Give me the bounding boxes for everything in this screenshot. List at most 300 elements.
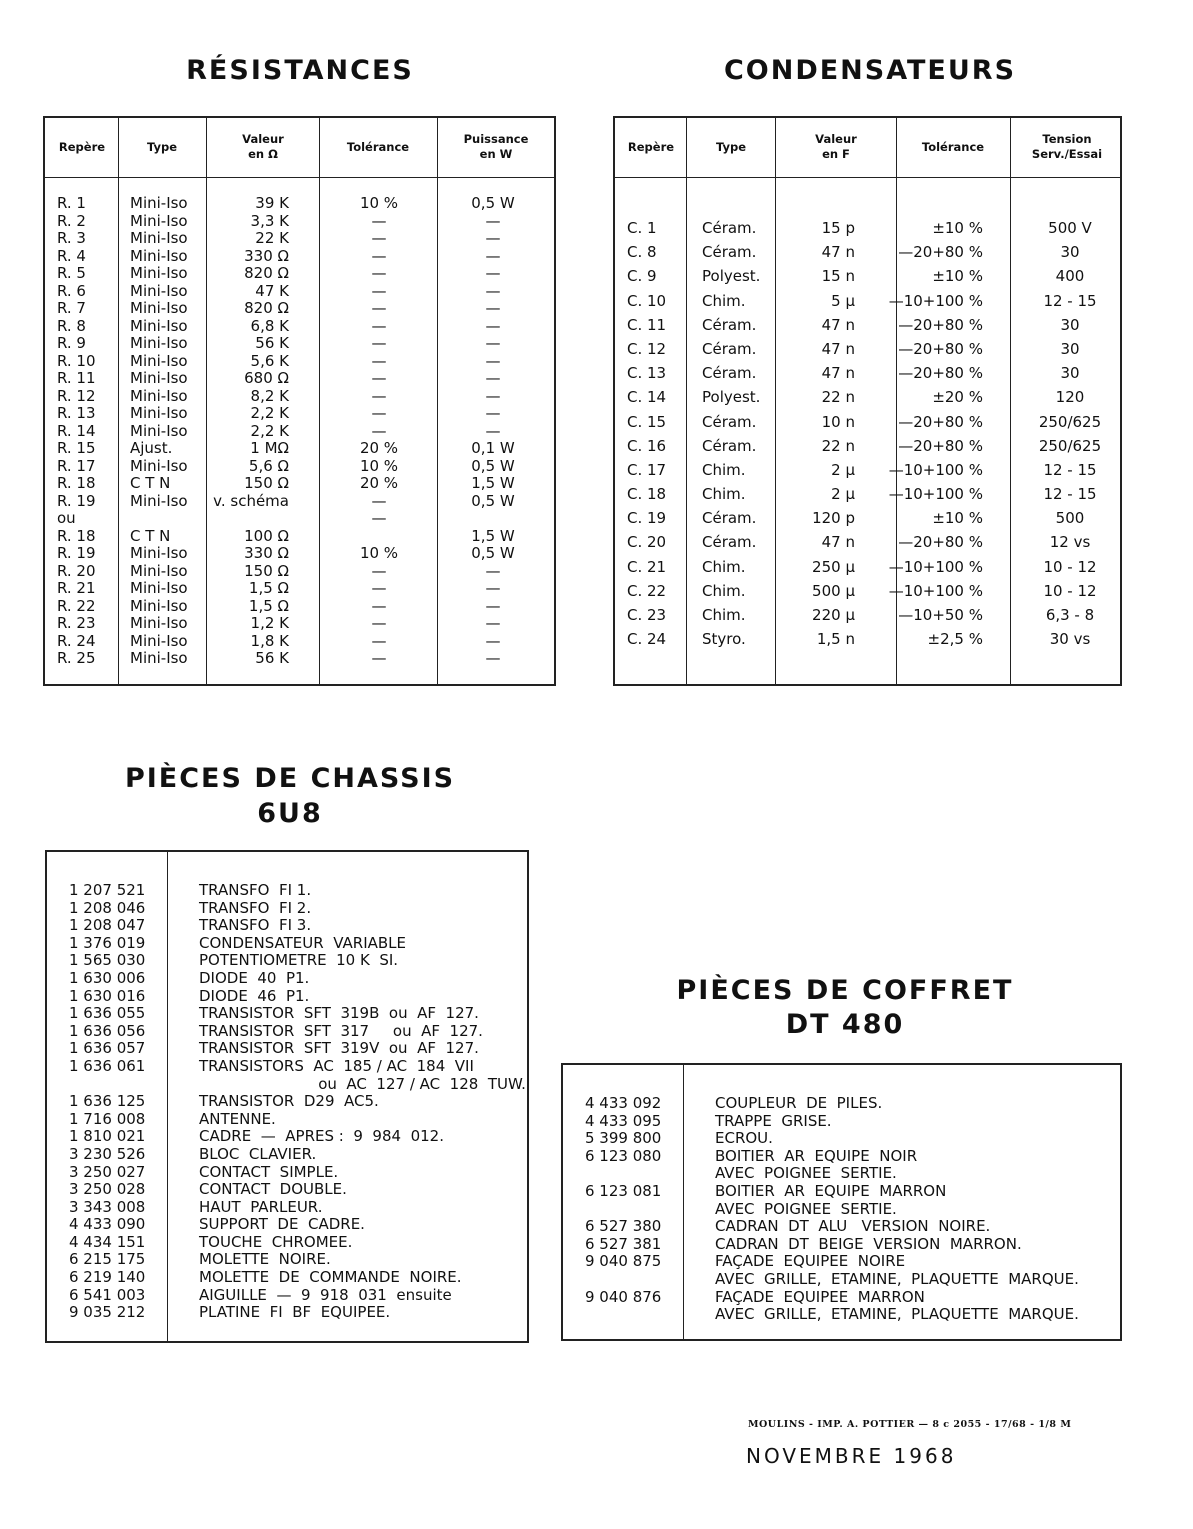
resistances-cell-type: Mini-Iso xyxy=(130,456,188,475)
condensateurs-cell-tolerance: ±2,5 % xyxy=(927,630,983,649)
chassis-part-number: 6 215 175 xyxy=(69,1250,146,1269)
resistances-cell-tolerance: — xyxy=(371,211,387,230)
resistances-cell-ref: R. 14 xyxy=(57,421,96,440)
chassis-part-number: 1 636 055 xyxy=(69,1004,146,1023)
coffret-title: PIÈCES DE COFFRET xyxy=(676,975,1014,1006)
resistances-cell-tolerance: — xyxy=(371,561,387,580)
condensateurs-row xyxy=(615,410,1121,434)
condensateurs-cell-tolerance: —10+50 % xyxy=(898,606,983,624)
chassis-row xyxy=(69,1023,529,1041)
chassis-part-description: TRANSISTOR SFT 317 ou AF 127. xyxy=(199,1021,483,1040)
resistances-cell-ref: R. 18 xyxy=(57,474,96,492)
chassis-row xyxy=(69,1251,529,1269)
chassis-row xyxy=(69,988,529,1006)
resistances-row xyxy=(45,388,555,406)
coffret-row xyxy=(585,1165,1121,1183)
coffret-part-number: 4 433 092 xyxy=(585,1094,662,1112)
resistances-cell-power: — xyxy=(485,229,501,247)
chassis-part-description: TRANSISTOR D29 AC5. xyxy=(199,1092,379,1111)
chassis-part-number: 1 207 521 xyxy=(69,881,146,899)
resistances-row xyxy=(45,195,555,213)
condensateurs-cell-voltage: 500 xyxy=(1055,509,1085,528)
chassis-row xyxy=(69,1128,529,1146)
condensateurs-cell-value: 1,5 n xyxy=(816,630,855,649)
publication-date: NOVEMBRE 1968 xyxy=(746,1444,957,1468)
condensateurs-cell-ref: C. 15 xyxy=(627,412,667,431)
resistances-cell-tolerance: — xyxy=(371,579,387,597)
condensateurs-cell-voltage: 12 - 15 xyxy=(1043,485,1097,504)
chassis-row xyxy=(69,1005,529,1023)
resistances-cell-ref: R. 15 xyxy=(57,439,96,457)
resistances-cell-value: 1,8 K xyxy=(250,631,289,650)
resistances-cell-type: Mini-Iso xyxy=(130,351,188,370)
condensateurs-cell-type: Céram. xyxy=(702,364,757,383)
resistances-cell-type: Mini-Iso xyxy=(130,211,188,230)
condensateurs-cell-value: 250 µ xyxy=(812,557,855,576)
coffret-part-description: BOITIER AR EQUIPE NOIR xyxy=(715,1146,918,1165)
resistances-row xyxy=(45,230,555,248)
condensateurs-cell-voltage: 6,3 - 8 xyxy=(1045,606,1095,624)
resistances-cell-type: Mini-Iso xyxy=(130,334,188,352)
condensateurs-cell-ref: C. 23 xyxy=(627,606,667,624)
coffret-part-number: 9 040 876 xyxy=(585,1287,662,1306)
condensateurs-row xyxy=(615,458,1121,482)
chassis-part-number: 1 630 006 xyxy=(69,968,146,987)
condensateurs-cell-type: Céram. xyxy=(702,243,757,262)
resistances-cell-tolerance: — xyxy=(371,316,387,335)
condensateurs-cell-value: 15 n xyxy=(821,267,855,286)
coffret-part-description: AVEC GRILLE, ETAMINE, PLAQUETTE MARQUE. xyxy=(715,1269,1079,1288)
coffret-row xyxy=(585,1148,1121,1166)
chassis-part-description: TRANSISTORS AC 185 / AC 184 VII xyxy=(199,1056,474,1075)
chassis-part-description: DIODE 40 P1. xyxy=(199,968,310,987)
chassis-row xyxy=(69,952,529,970)
resistances-cell-power: — xyxy=(485,579,501,597)
condensateurs-row xyxy=(615,240,1121,264)
condensateurs-row xyxy=(615,627,1121,651)
resistances-cell-ref: R. 6 xyxy=(57,281,86,300)
chassis-part-number: 1 716 008 xyxy=(69,1109,146,1128)
condensateurs-row xyxy=(615,555,1121,579)
condensateurs-cell-type: Céram. xyxy=(702,339,757,358)
chassis-part-number: 3 343 008 xyxy=(69,1197,146,1216)
condensateurs-row xyxy=(615,385,1121,409)
condensateurs-cell-tolerance: —20+80 % xyxy=(898,339,983,358)
chassis-part-number: 6 219 140 xyxy=(69,1268,146,1287)
resistances-cell-ref: R. 21 xyxy=(57,579,96,597)
resistances-cell-tolerance: — xyxy=(371,509,387,527)
condensateurs-cell-tolerance: —10+100 % xyxy=(888,557,983,576)
condensateurs-cell-ref: C. 13 xyxy=(627,364,667,383)
resistances-cell-value: 6,8 K xyxy=(250,316,289,335)
resistances-row xyxy=(45,528,555,546)
resistances-title: RÉSISTANCES xyxy=(186,55,414,86)
resistances-row xyxy=(45,510,555,528)
condensateurs-title: CONDENSATEURS xyxy=(723,55,1017,86)
resistances-row xyxy=(45,598,555,616)
condensateurs-cell-value: 220 µ xyxy=(812,606,855,624)
resistances-cell-tolerance: — xyxy=(371,246,387,265)
chassis-part-description: AIGUILLE — 9 918 031 ensuite xyxy=(199,1285,452,1304)
coffret-part-description: BOITIER AR EQUIPE MARRON xyxy=(715,1181,947,1200)
chassis-part-number: 1 636 061 xyxy=(69,1056,146,1075)
resistances-row xyxy=(45,458,555,476)
resistances-cell-power: — xyxy=(485,649,501,667)
coffret-part-description: AVEC POIGNEE SERTIE. xyxy=(715,1199,897,1218)
resistances-cell-value: 680 Ω xyxy=(244,369,289,387)
condensateurs-cell-type: Chim. xyxy=(702,606,746,624)
resistances-cell-type: C T N xyxy=(130,474,171,492)
resistances-cell-value: 22 K xyxy=(255,229,289,247)
chassis-part-number: 1 208 046 xyxy=(69,898,146,917)
resistances-cell-value: 1,5 Ω xyxy=(248,579,289,597)
resistances-cell-ref: R. 8 xyxy=(57,316,86,335)
condensateurs-row xyxy=(615,264,1121,288)
resistances-header-2: Valeur en Ω xyxy=(242,132,284,161)
coffret-part-description: TRAPPE GRISE. xyxy=(715,1111,832,1130)
resistances-cell-tolerance: — xyxy=(371,369,387,387)
coffret-subtitle: DT 480 xyxy=(785,1009,905,1040)
chassis-row xyxy=(69,882,529,900)
resistances-cell-tolerance: — xyxy=(371,264,387,282)
resistances-header-0: Repère xyxy=(58,140,106,154)
resistances-cell-type: Mini-Iso xyxy=(130,561,188,580)
resistances-row xyxy=(45,580,555,598)
condensateurs-cell-value: 15 p xyxy=(821,219,855,237)
condensateurs-cell-tolerance: —10+100 % xyxy=(888,291,983,310)
condensateurs-cell-ref: C. 9 xyxy=(627,267,657,286)
resistances-cell-ref: R. 2 xyxy=(57,211,86,230)
resistances-cell-ref: R. 23 xyxy=(57,614,96,632)
chassis-row xyxy=(69,1181,529,1199)
coffret-row xyxy=(585,1095,1121,1113)
condensateurs-cell-type: Céram. xyxy=(702,412,757,431)
condensateurs-cell-voltage: 500 V xyxy=(1048,219,1092,237)
chassis-part-description: CONTACT DOUBLE. xyxy=(199,1180,347,1199)
resistances-cell-tolerance: — xyxy=(371,386,387,405)
resistances-cell-type: Mini-Iso xyxy=(130,281,188,300)
resistances-cell-value: 330 Ω xyxy=(244,246,289,265)
condensateurs-cell-voltage: 12 - 15 xyxy=(1043,291,1097,310)
resistances-cell-type: Mini-Iso xyxy=(130,421,188,440)
chassis-part-number: 3 250 027 xyxy=(69,1162,146,1181)
coffret-parts-table xyxy=(561,1063,1122,1341)
chassis-part-description: MOLETTE DE COMMANDE NOIRE. xyxy=(199,1268,462,1287)
chassis-part-description: TOUCHE CHROMEE. xyxy=(199,1232,353,1251)
chassis-row xyxy=(69,935,529,953)
resistances-cell-type: Mini-Iso xyxy=(130,316,188,335)
resistances-row xyxy=(45,283,555,301)
resistances-cell-power: — xyxy=(485,246,501,265)
chassis-part-number: 1 636 125 xyxy=(69,1092,146,1111)
condensateurs-cell-type: Céram. xyxy=(702,436,757,455)
chassis-row xyxy=(69,1304,529,1322)
chassis-part-description: CADRE — APRES : 9 984 012. xyxy=(199,1127,444,1146)
chassis-row xyxy=(69,1146,529,1164)
resistances-cell-power: — xyxy=(485,386,501,405)
resistances-cell-tolerance: — xyxy=(371,491,387,510)
condensateurs-cell-value: 2 µ xyxy=(831,460,855,479)
condensateurs-cell-ref: C. 24 xyxy=(627,630,667,649)
condensateurs-cell-ref: C. 17 xyxy=(627,460,667,479)
resistances-cell-value: 5,6 K xyxy=(250,351,289,370)
resistances-cell-ref: R. 5 xyxy=(57,264,86,282)
condensateurs-cell-voltage: 12 - 15 xyxy=(1043,460,1097,479)
resistances-cell-ref: R. 13 xyxy=(57,404,96,422)
coffret-part-number: 6 123 081 xyxy=(585,1181,662,1200)
condensateurs-cell-ref: C. 14 xyxy=(627,388,667,407)
resistances-cell-value: 150 Ω xyxy=(244,474,289,492)
resistances-cell-tolerance: 10 % xyxy=(359,456,399,475)
chassis-part-number: 1 376 019 xyxy=(69,933,146,952)
resistances-row xyxy=(45,440,555,458)
condensateurs-header-2: Valeur en F xyxy=(815,132,857,161)
condensateurs-cell-voltage: 12 vs xyxy=(1049,533,1091,552)
chassis-part-description: ou AC 127 / AC 128 TUW. xyxy=(199,1074,526,1093)
resistances-cell-value: 820 Ω xyxy=(244,264,289,282)
condensateurs-cell-ref: C. 18 xyxy=(627,485,667,504)
condensateurs-cell-voltage: 120 xyxy=(1055,388,1085,407)
chassis-title: PIÈCES DE CHASSIS xyxy=(124,763,456,794)
condensateurs-cell-tolerance: —20+80 % xyxy=(898,533,983,552)
resistances-cell-ref: R. 20 xyxy=(57,561,96,580)
chassis-row xyxy=(69,900,529,918)
resistances-header-1: Type xyxy=(146,140,177,154)
resistances-cell-ref: ou xyxy=(57,509,76,527)
condensateurs-cell-tolerance: ±10 % xyxy=(932,509,983,528)
condensateurs-cell-value: 47 n xyxy=(821,339,855,358)
coffret-part-number: 6 527 380 xyxy=(585,1217,662,1236)
resistances-cell-value: 3,3 K xyxy=(250,211,289,230)
resistances-row xyxy=(45,633,555,651)
condensateurs-cell-value: 5 µ xyxy=(831,291,855,310)
condensateurs-cell-voltage: 30 vs xyxy=(1049,630,1091,649)
resistances-row xyxy=(45,370,555,388)
resistances-row xyxy=(45,353,555,371)
resistances-cell-value: 5,6 Ω xyxy=(248,456,289,475)
condensateurs-row xyxy=(615,482,1121,506)
condensateurs-header-3: Tolérance xyxy=(921,140,985,154)
chassis-part-description: BLOC CLAVIER. xyxy=(199,1144,317,1163)
resistances-cell-tolerance: — xyxy=(371,614,387,632)
resistances-cell-type: Mini-Iso xyxy=(130,386,188,405)
condensateurs-cell-ref: C. 1 xyxy=(627,219,657,237)
resistances-header-4: Puissance en W xyxy=(463,132,529,161)
condensateurs-row xyxy=(615,530,1121,554)
chassis-row xyxy=(69,1040,529,1058)
chassis-part-number: 4 433 090 xyxy=(69,1215,146,1234)
resistances-cell-tolerance: — xyxy=(371,404,387,422)
condensateurs-cell-ref: C. 10 xyxy=(627,291,667,310)
chassis-part-description: DIODE 46 P1. xyxy=(199,986,310,1005)
resistances-cell-ref: R. 9 xyxy=(57,334,86,352)
resistances-cell-ref: R. 19 xyxy=(57,491,96,510)
resistances-row xyxy=(45,265,555,283)
chassis-row xyxy=(69,917,529,935)
chassis-part-description: CONDENSATEUR VARIABLE xyxy=(199,933,407,952)
resistances-cell-type: Mini-Iso xyxy=(130,246,188,265)
coffret-row xyxy=(585,1130,1121,1148)
resistances-row xyxy=(45,213,555,231)
resistances-cell-power: 1,5 W xyxy=(471,526,515,545)
coffret-row xyxy=(585,1183,1121,1201)
condensateurs-cell-tolerance: —10+100 % xyxy=(888,460,983,479)
coffret-row xyxy=(585,1113,1121,1131)
resistances-header-3: Tolérance xyxy=(346,140,410,154)
condensateurs-cell-type: Céram. xyxy=(702,315,757,334)
coffret-part-number: 4 433 095 xyxy=(585,1111,662,1130)
resistances-cell-power: — xyxy=(485,299,501,317)
condensateurs-cell-voltage: 30 xyxy=(1060,364,1080,383)
chassis-part-description: TRANSFO FI 1. xyxy=(199,881,312,899)
resistances-cell-ref: R. 17 xyxy=(57,456,96,475)
condensateurs-cell-tolerance: ±20 % xyxy=(932,388,983,407)
resistances-cell-value: 1 MΩ xyxy=(250,439,289,457)
condensateurs-cell-voltage: 30 xyxy=(1060,339,1080,358)
condensateurs-cell-value: 2 µ xyxy=(831,485,855,504)
condensateurs-row xyxy=(615,579,1121,603)
resistances-cell-value: 330 Ω xyxy=(244,544,289,562)
resistances-cell-power: 1,5 W xyxy=(471,474,515,492)
condensateurs-cell-value: 47 n xyxy=(821,243,855,262)
condensateurs-cell-voltage: 250/625 xyxy=(1038,436,1102,455)
chassis-part-number: 3 230 526 xyxy=(69,1144,146,1163)
resistances-cell-type: Mini-Iso xyxy=(130,229,188,247)
condensateurs-row xyxy=(615,506,1121,530)
chassis-part-description: TRANSFO FI 2. xyxy=(199,898,312,917)
printer-imprint: MOULINS - IMP. A. POTTIER — 8 c 2055 - 17/68 - 1/8 M xyxy=(748,1419,1072,1430)
condensateurs-cell-value: 47 n xyxy=(821,315,855,334)
condensateurs-cell-ref: C. 8 xyxy=(627,243,657,262)
chassis-part-description: ANTENNE. xyxy=(199,1109,276,1128)
chassis-part-number: 9 035 212 xyxy=(69,1303,146,1322)
chassis-part-number: 1 208 047 xyxy=(69,916,146,935)
condensateurs-row xyxy=(615,434,1121,458)
resistances-row xyxy=(45,423,555,441)
condensateurs-cell-type: Chim. xyxy=(702,291,746,310)
coffret-part-number: 6 527 381 xyxy=(585,1234,662,1253)
chassis-part-description: TRANSISTOR SFT 319B ou AF 127. xyxy=(199,1004,479,1023)
resistances-cell-type: Mini-Iso xyxy=(130,369,188,387)
resistances-cell-ref: R. 24 xyxy=(57,631,96,650)
resistances-cell-power: 0,5 W xyxy=(471,456,515,475)
condensateurs-row xyxy=(615,313,1121,337)
resistances-cell-value: 56 K xyxy=(255,334,289,352)
coffret-row xyxy=(585,1306,1121,1324)
condensateurs-cell-voltage: 30 xyxy=(1060,243,1080,262)
condensateurs-cell-value: 47 n xyxy=(821,533,855,552)
resistances-cell-ref: R. 18 xyxy=(57,526,96,545)
chassis-row xyxy=(69,1164,529,1182)
condensateurs-header-1: Type xyxy=(715,140,746,154)
condensateurs-cell-voltage: 10 - 12 xyxy=(1043,557,1097,576)
resistances-cell-tolerance: 10 % xyxy=(359,194,399,212)
condensateurs-cell-voltage: 30 xyxy=(1060,315,1080,334)
chassis-part-number: 3 250 028 xyxy=(69,1180,146,1199)
resistances-cell-value: 1,5 Ω xyxy=(248,596,289,615)
condensateurs-cell-voltage: 400 xyxy=(1055,267,1085,286)
condensateurs-cell-type: Polyest. xyxy=(702,388,761,407)
resistances-cell-ref: R. 25 xyxy=(57,649,96,667)
condensateurs-cell-value: 500 µ xyxy=(812,581,855,600)
resistances-cell-power: — xyxy=(485,316,501,335)
condensateurs-cell-ref: C. 19 xyxy=(627,509,667,528)
chassis-part-number: 1 810 021 xyxy=(69,1127,146,1146)
condensateurs-header-0: Repère xyxy=(627,140,675,154)
coffret-part-description: COUPLEUR DE PILES. xyxy=(715,1094,883,1112)
resistances-cell-ref: R. 10 xyxy=(57,351,96,370)
resistances-row xyxy=(45,405,555,423)
condensateurs-cell-value: 10 n xyxy=(821,412,855,431)
condensateurs-cell-tolerance: —10+100 % xyxy=(888,581,983,600)
resistances-cell-power: — xyxy=(485,421,501,440)
resistances-table xyxy=(43,116,556,686)
condensateurs-cell-tolerance: —20+80 % xyxy=(898,436,983,455)
chassis-row xyxy=(69,1111,529,1129)
resistances-cell-ref: R. 12 xyxy=(57,386,96,405)
condensateurs-cell-value: 22 n xyxy=(821,436,855,455)
condensateurs-cell-value: 47 n xyxy=(821,364,855,383)
resistances-cell-value: 1,2 K xyxy=(250,614,289,632)
resistances-cell-power: — xyxy=(485,561,501,580)
condensateurs-cell-type: Chim. xyxy=(702,460,746,479)
coffret-part-description: ECROU. xyxy=(715,1129,773,1148)
coffret-row xyxy=(585,1253,1121,1271)
resistances-row xyxy=(45,563,555,581)
condensateurs-table xyxy=(613,116,1122,686)
resistances-row xyxy=(45,545,555,563)
resistances-cell-tolerance: 20 % xyxy=(359,439,399,457)
resistances-cell-type: Mini-Iso xyxy=(130,596,188,615)
resistances-cell-type: Mini-Iso xyxy=(130,579,188,597)
condensateurs-row xyxy=(615,361,1121,385)
resistances-cell-ref: R. 1 xyxy=(57,194,86,212)
resistances-cell-value: 8,2 K xyxy=(250,386,289,405)
chassis-part-description: CONTACT SIMPLE. xyxy=(199,1162,339,1181)
resistances-row xyxy=(45,615,555,633)
resistances-cell-ref: R. 4 xyxy=(57,246,86,265)
condensateurs-row xyxy=(615,289,1121,313)
chassis-row xyxy=(69,1058,529,1076)
resistances-cell-value: 820 Ω xyxy=(244,299,289,317)
coffret-part-description: AVEC POIGNEE SERTIE. xyxy=(715,1164,897,1183)
resistances-cell-ref: R. 22 xyxy=(57,596,96,615)
resistances-cell-value: 39 K xyxy=(255,194,289,212)
resistances-cell-power: 0,5 W xyxy=(471,544,515,562)
condensateurs-cell-type: Chim. xyxy=(702,557,746,576)
resistances-cell-value: 150 Ω xyxy=(244,561,289,580)
chassis-row xyxy=(69,1093,529,1111)
resistances-cell-type: Mini-Iso xyxy=(130,299,188,317)
condensateurs-cell-type: Céram. xyxy=(702,509,757,528)
coffret-row xyxy=(585,1201,1121,1219)
chassis-parts-table xyxy=(45,850,529,1343)
resistances-cell-value: 2,2 K xyxy=(250,421,289,440)
condensateurs-cell-type: Chim. xyxy=(702,485,746,504)
chassis-part-number: 1 565 030 xyxy=(69,951,146,970)
resistances-cell-power: — xyxy=(485,596,501,615)
resistances-row xyxy=(45,318,555,336)
chassis-row xyxy=(69,1199,529,1217)
resistances-cell-type: C T N xyxy=(130,526,171,545)
resistances-cell-power: — xyxy=(485,631,501,650)
resistances-cell-tolerance: — xyxy=(371,649,387,667)
chassis-part-description: SUPPORT DE CADRE. xyxy=(199,1215,365,1234)
chassis-row xyxy=(69,1269,529,1287)
condensateurs-cell-ref: C. 16 xyxy=(627,436,667,455)
coffret-row xyxy=(585,1271,1121,1289)
resistances-cell-type: Mini-Iso xyxy=(130,631,188,650)
